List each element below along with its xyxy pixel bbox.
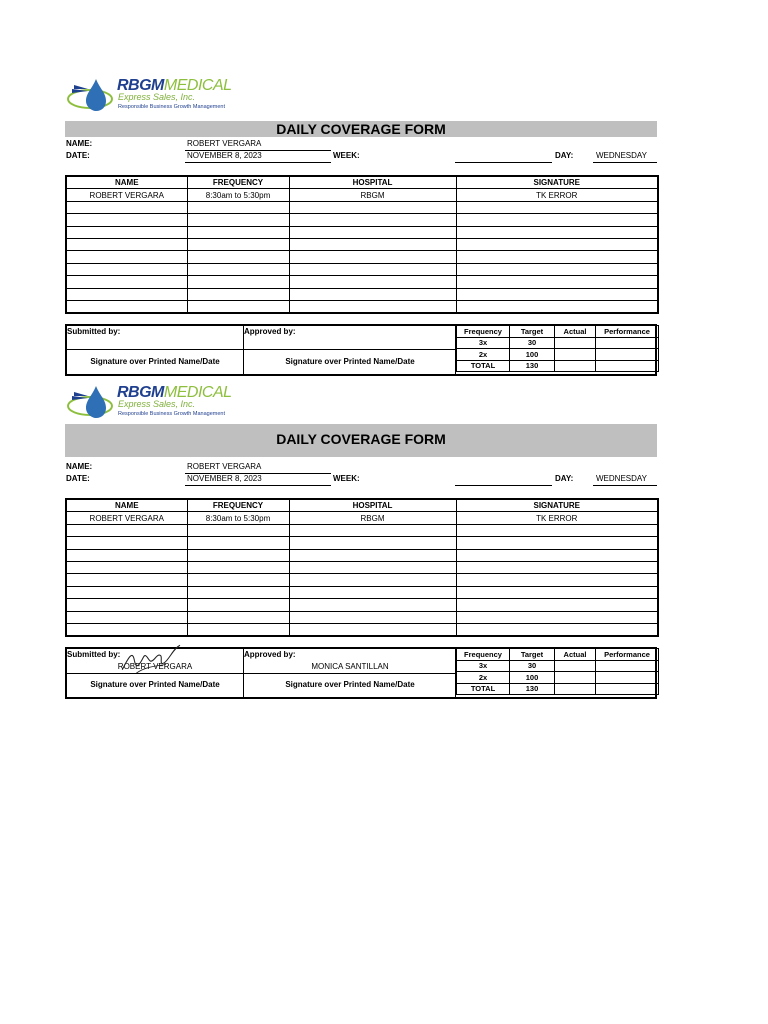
approved-box	[244, 649, 456, 697]
submitted-box	[67, 326, 244, 374]
logo-subtitle: Express Sales, Inc.	[118, 92, 196, 102]
column-header: SIGNATURE	[456, 176, 658, 189]
table-row	[66, 599, 658, 611]
table-cell[interactable]	[187, 561, 289, 573]
table-cell[interactable]	[66, 201, 187, 213]
table-cell[interactable]	[66, 586, 187, 598]
approved-label: Approved by:	[244, 650, 296, 659]
perf-row	[457, 660, 659, 672]
table-cell[interactable]	[289, 251, 456, 263]
table-cell[interactable]	[187, 214, 289, 226]
perf-cell[interactable]	[555, 672, 596, 684]
submitted-label: Submitted by:	[67, 327, 121, 336]
perf-row	[457, 337, 659, 349]
perf-row	[457, 672, 659, 684]
perf-cell: 30	[510, 660, 555, 672]
perf-cell: TOTAL	[457, 683, 510, 695]
perf-header: Target	[510, 649, 555, 661]
table-cell[interactable]	[289, 524, 456, 536]
table-cell[interactable]	[289, 263, 456, 275]
table-row	[66, 276, 658, 288]
perf-cell[interactable]	[555, 683, 596, 695]
form-title: DAILY COVERAGE FORM	[65, 424, 657, 457]
week-underline	[455, 162, 552, 163]
column-header: NAME	[66, 499, 187, 512]
approved-box	[244, 326, 456, 374]
perf-cell: 2x	[457, 349, 510, 361]
table-row	[66, 189, 658, 201]
coverage-table	[65, 498, 659, 637]
table-cell[interactable]	[187, 574, 289, 586]
table-cell[interactable]	[456, 263, 658, 275]
table-row	[66, 611, 658, 623]
perf-header: Target	[510, 326, 555, 338]
table-cell[interactable]	[456, 201, 658, 213]
approved-label: Approved by:	[244, 327, 296, 336]
perf-cell: TOTAL	[457, 360, 510, 372]
perf-header: Frequency	[457, 326, 510, 338]
submitted-box	[67, 649, 244, 697]
table-cell[interactable]	[187, 276, 289, 288]
form-title: DAILY COVERAGE FORM	[65, 121, 657, 137]
day-value: WEDNESDAY	[596, 474, 647, 483]
approved-sig-caption: Signature over Printed Name/Date	[285, 680, 415, 689]
perf-cell[interactable]	[596, 349, 659, 361]
table-row	[66, 524, 658, 536]
column-header: NAME	[66, 176, 187, 189]
perf-cell: 100	[510, 672, 555, 684]
table-cell[interactable]	[66, 251, 187, 263]
table-cell[interactable]	[456, 561, 658, 573]
table-cell[interactable]	[187, 611, 289, 623]
perf-cell[interactable]	[596, 337, 659, 349]
table-cell[interactable]	[456, 214, 658, 226]
date-value: NOVEMBER 8, 2023	[187, 474, 262, 483]
table-cell[interactable]	[66, 561, 187, 573]
day-underline	[593, 162, 657, 163]
submitted-divider	[67, 349, 244, 350]
table-cell[interactable]: 8:30am to 5:30pm	[187, 512, 289, 524]
name-value: ROBERT VERGARA	[187, 139, 262, 148]
table-cell[interactable]	[66, 276, 187, 288]
table-row	[66, 623, 658, 636]
table-cell[interactable]	[66, 611, 187, 623]
table-cell[interactable]	[66, 288, 187, 300]
table-cell[interactable]	[456, 238, 658, 250]
perf-header-row	[457, 649, 659, 661]
table-cell[interactable]	[456, 288, 658, 300]
company-logo	[66, 77, 246, 115]
table-row	[66, 549, 658, 561]
submitted-name[interactable]: ROBERT VERGARA	[117, 662, 193, 671]
table-cell[interactable]	[66, 599, 187, 611]
perf-cell: 30	[510, 337, 555, 349]
table-cell[interactable]	[289, 226, 456, 238]
table-cell[interactable]: RBGM	[289, 512, 456, 524]
table-cell[interactable]: RBGM	[289, 189, 456, 201]
table-cell[interactable]	[187, 288, 289, 300]
approved-sig-caption: Signature over Printed Name/Date	[285, 357, 415, 366]
drop-logo-icon	[66, 77, 118, 115]
table-cell[interactable]	[456, 300, 658, 313]
table-cell[interactable]	[66, 524, 187, 536]
table-cell[interactable]	[456, 549, 658, 561]
perf-cell: 3x	[457, 337, 510, 349]
table-cell[interactable]: 8:30am to 5:30pm	[187, 189, 289, 201]
logo-tagline: Responsible Business Growth Management	[118, 411, 226, 417]
submitted-divider	[67, 673, 244, 674]
perf-header-row	[457, 326, 659, 338]
table-cell[interactable]	[289, 611, 456, 623]
week-underline	[455, 485, 552, 486]
approved-divider	[244, 349, 456, 350]
logo-tagline: Responsible Business Growth Management	[118, 104, 226, 110]
drop-logo-icon	[66, 384, 118, 422]
table-row	[66, 512, 658, 524]
table-cell[interactable]	[66, 574, 187, 586]
perf-row	[457, 349, 659, 361]
performance-table	[456, 648, 659, 695]
perf-row	[457, 683, 659, 695]
table-cell[interactable]	[187, 300, 289, 313]
date-value: NOVEMBER 8, 2023	[187, 151, 262, 160]
table-cell[interactable]	[289, 214, 456, 226]
table-cell[interactable]	[289, 549, 456, 561]
logo-brand: RBGMMEDICAL	[117, 77, 232, 94]
perf-cell[interactable]	[596, 360, 659, 372]
perf-cell: 130	[510, 360, 555, 372]
approved-name[interactable]: MONICA SANTILLAN	[311, 662, 389, 671]
week-label: WEEK:	[333, 474, 360, 483]
table-cell[interactable]	[456, 524, 658, 536]
table-cell[interactable]	[456, 574, 658, 586]
table-cell[interactable]: TK ERROR	[456, 189, 658, 201]
table-cell[interactable]	[66, 214, 187, 226]
perf-cell: 2x	[457, 672, 510, 684]
table-cell[interactable]	[66, 238, 187, 250]
submitted-label: Submitted by:	[67, 650, 121, 659]
date-label: DATE:	[66, 474, 90, 483]
submitted-sig-caption: Signature over Printed Name/Date	[90, 357, 220, 366]
table-header-row	[66, 499, 658, 512]
table-row	[66, 537, 658, 549]
name-label: NAME:	[66, 139, 93, 148]
table-cell[interactable]	[456, 623, 658, 636]
perf-cell[interactable]	[555, 337, 596, 349]
table-row	[66, 586, 658, 598]
table-cell[interactable]	[187, 586, 289, 598]
perf-header: Frequency	[457, 649, 510, 661]
table-cell[interactable]	[289, 288, 456, 300]
table-cell[interactable]	[289, 574, 456, 586]
table-cell[interactable]: ROBERT VERGARA	[66, 189, 187, 201]
approval-section	[65, 324, 657, 376]
table-cell[interactable]	[289, 537, 456, 549]
perf-header: Actual	[555, 326, 596, 338]
table-cell[interactable]	[456, 586, 658, 598]
column-header: SIGNATURE	[456, 499, 658, 512]
perf-cell: 130	[510, 683, 555, 695]
coverage-table	[65, 175, 659, 314]
table-cell[interactable]	[187, 599, 289, 611]
table-row	[66, 214, 658, 226]
perf-cell[interactable]	[596, 660, 659, 672]
table-cell[interactable]	[289, 238, 456, 250]
day-value: WEDNESDAY	[596, 151, 647, 160]
name-label: NAME:	[66, 462, 93, 471]
table-cell[interactable]	[456, 276, 658, 288]
date-label: DATE:	[66, 151, 90, 160]
date-underline	[185, 485, 331, 486]
table-cell[interactable]	[66, 300, 187, 313]
table-cell[interactable]	[66, 263, 187, 275]
perf-cell: 3x	[457, 660, 510, 672]
table-cell[interactable]	[456, 226, 658, 238]
approved-divider	[244, 673, 456, 674]
table-row	[66, 238, 658, 250]
submitted-sig-caption: Signature over Printed Name/Date	[90, 680, 220, 689]
perf-header: Performance	[596, 326, 659, 338]
table-cell[interactable]	[187, 251, 289, 263]
day-label: DAY:	[555, 151, 574, 160]
table-cell[interactable]	[289, 561, 456, 573]
table-cell[interactable]	[66, 226, 187, 238]
table-cell[interactable]	[187, 524, 289, 536]
perf-cell: 100	[510, 349, 555, 361]
table-row	[66, 574, 658, 586]
table-cell[interactable]	[66, 549, 187, 561]
perf-header: Performance	[596, 649, 659, 661]
table-cell[interactable]	[66, 537, 187, 549]
table-cell[interactable]	[289, 201, 456, 213]
column-header: HOSPITAL	[289, 499, 456, 512]
company-logo	[66, 384, 246, 422]
perf-cell[interactable]	[555, 360, 596, 372]
table-cell[interactable]	[187, 226, 289, 238]
table-row	[66, 561, 658, 573]
table-cell[interactable]	[66, 623, 187, 636]
column-header: HOSPITAL	[289, 176, 456, 189]
name-value: ROBERT VERGARA	[187, 462, 262, 471]
table-header-row	[66, 176, 658, 189]
column-header: FREQUENCY	[187, 176, 289, 189]
table-cell[interactable]: ROBERT VERGARA	[66, 512, 187, 524]
table-row	[66, 251, 658, 263]
table-cell[interactable]	[187, 263, 289, 275]
perf-cell[interactable]	[596, 672, 659, 684]
perf-row	[457, 360, 659, 372]
table-row	[66, 300, 658, 313]
table-row	[66, 226, 658, 238]
perf-cell[interactable]	[555, 660, 596, 672]
table-cell[interactable]	[187, 201, 289, 213]
date-underline	[185, 162, 331, 163]
logo-brand: RBGMMEDICAL	[117, 384, 232, 401]
week-label: WEEK:	[333, 151, 360, 160]
table-row	[66, 201, 658, 213]
table-row	[66, 288, 658, 300]
table-cell[interactable]	[187, 549, 289, 561]
performance-table	[456, 325, 659, 372]
table-cell[interactable]: TK ERROR	[456, 512, 658, 524]
table-cell[interactable]	[289, 276, 456, 288]
logo-subtitle: Express Sales, Inc.	[118, 399, 196, 409]
day-label: DAY:	[555, 474, 574, 483]
table-cell[interactable]	[289, 623, 456, 636]
table-cell[interactable]	[456, 599, 658, 611]
table-cell[interactable]	[187, 537, 289, 549]
table-cell[interactable]	[456, 537, 658, 549]
table-row	[66, 263, 658, 275]
table-cell[interactable]	[289, 599, 456, 611]
day-underline	[593, 485, 657, 486]
table-cell[interactable]	[289, 586, 456, 598]
table-cell[interactable]	[187, 623, 289, 636]
table-cell[interactable]	[456, 251, 658, 263]
approval-section	[65, 647, 657, 699]
perf-cell[interactable]	[555, 349, 596, 361]
table-cell[interactable]	[456, 611, 658, 623]
column-header: FREQUENCY	[187, 499, 289, 512]
table-cell[interactable]	[289, 300, 456, 313]
perf-cell[interactable]	[596, 683, 659, 695]
perf-header: Actual	[555, 649, 596, 661]
table-cell[interactable]	[187, 238, 289, 250]
